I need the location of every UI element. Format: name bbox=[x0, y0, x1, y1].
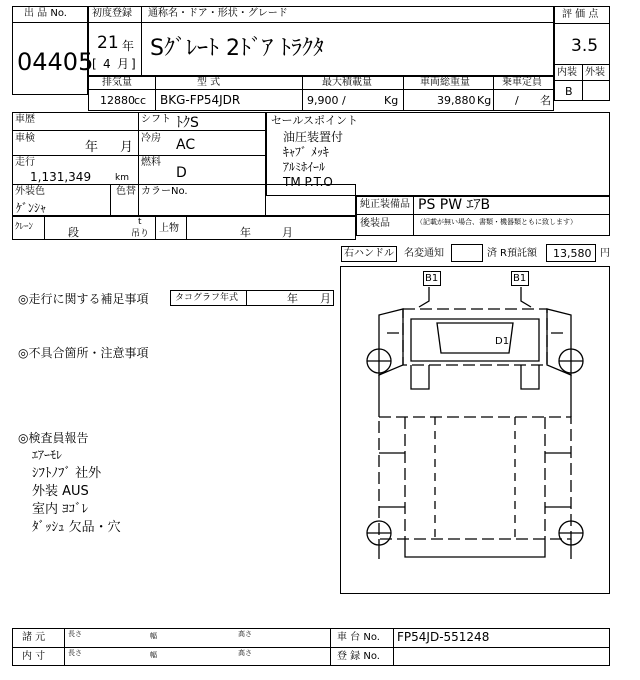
name-label: 通称名・ドア・形状・グレード bbox=[148, 8, 288, 19]
displacement: 12880 bbox=[100, 94, 135, 107]
lot-number: 04405 bbox=[17, 48, 94, 76]
truck-diagram-svg bbox=[341, 267, 609, 593]
gross-weight: 39,880 bbox=[437, 94, 476, 107]
mileage: 1,131,349 bbox=[30, 170, 92, 184]
driving-notes-label: ◎走行に関する補足事項 bbox=[18, 292, 149, 306]
first-reg-year: 21 bbox=[97, 33, 119, 53]
inspector-label: ◎検査員報告 bbox=[18, 431, 89, 445]
inspector-note: 外装 AUS bbox=[32, 484, 89, 499]
sales-point: ｱﾙﾐﾎｲｰﾙ bbox=[283, 160, 326, 174]
score: 3.5 bbox=[571, 36, 599, 56]
fuel: D bbox=[176, 165, 187, 181]
first-reg-month: 4 bbox=[103, 57, 111, 71]
max-load: 9,900 / bbox=[307, 94, 346, 107]
first-reg-label: 初度登録 bbox=[92, 8, 132, 19]
exterior-color: ｹﾞﾝｼｬ bbox=[16, 201, 47, 215]
lot-label: 出 品 No. bbox=[24, 8, 67, 19]
inspector-note: ｴｱｰﾓﾚ bbox=[32, 448, 63, 462]
score-label: 評 価 点 bbox=[562, 9, 599, 20]
damage-mark: D1 bbox=[495, 336, 510, 347]
interior-grade: B bbox=[565, 85, 573, 98]
sales-point: ｷｬﾌﾞ ﾒｯｷ bbox=[283, 145, 329, 159]
sales-point: TM P.T.O bbox=[283, 175, 333, 189]
sales-point: 油圧装置付 bbox=[283, 130, 344, 144]
ac: AC bbox=[176, 137, 196, 153]
inspector-note: ﾀﾞｯｼｭ 欠品・穴 bbox=[32, 520, 121, 535]
name-change-checkbox bbox=[451, 244, 483, 262]
equipment: PS PW ｴｱB bbox=[418, 197, 491, 213]
shift: ﾄｸS bbox=[176, 115, 199, 131]
crane-row bbox=[12, 216, 356, 240]
chassis-number: FP54JD-551248 bbox=[397, 630, 490, 644]
damage-diagram: B1 B1 D1 bbox=[340, 266, 610, 594]
capacity: / bbox=[515, 94, 519, 107]
inspector-note: ｼﾌﾄﾉﾌﾞ 社外 bbox=[32, 466, 102, 481]
model: BKG-FP54JDR bbox=[160, 93, 241, 107]
inspector-note: 室内 ﾖｺﾞﾚ bbox=[32, 502, 89, 517]
recycle-fee: 13,580 bbox=[553, 247, 592, 260]
defects-label: ◎不具合箇所・注意事項 bbox=[18, 346, 149, 360]
vehicle-name: Sｸﾞﾚｰﾄ 2ﾄﾞｱ ﾄﾗｸﾀ bbox=[150, 36, 324, 61]
